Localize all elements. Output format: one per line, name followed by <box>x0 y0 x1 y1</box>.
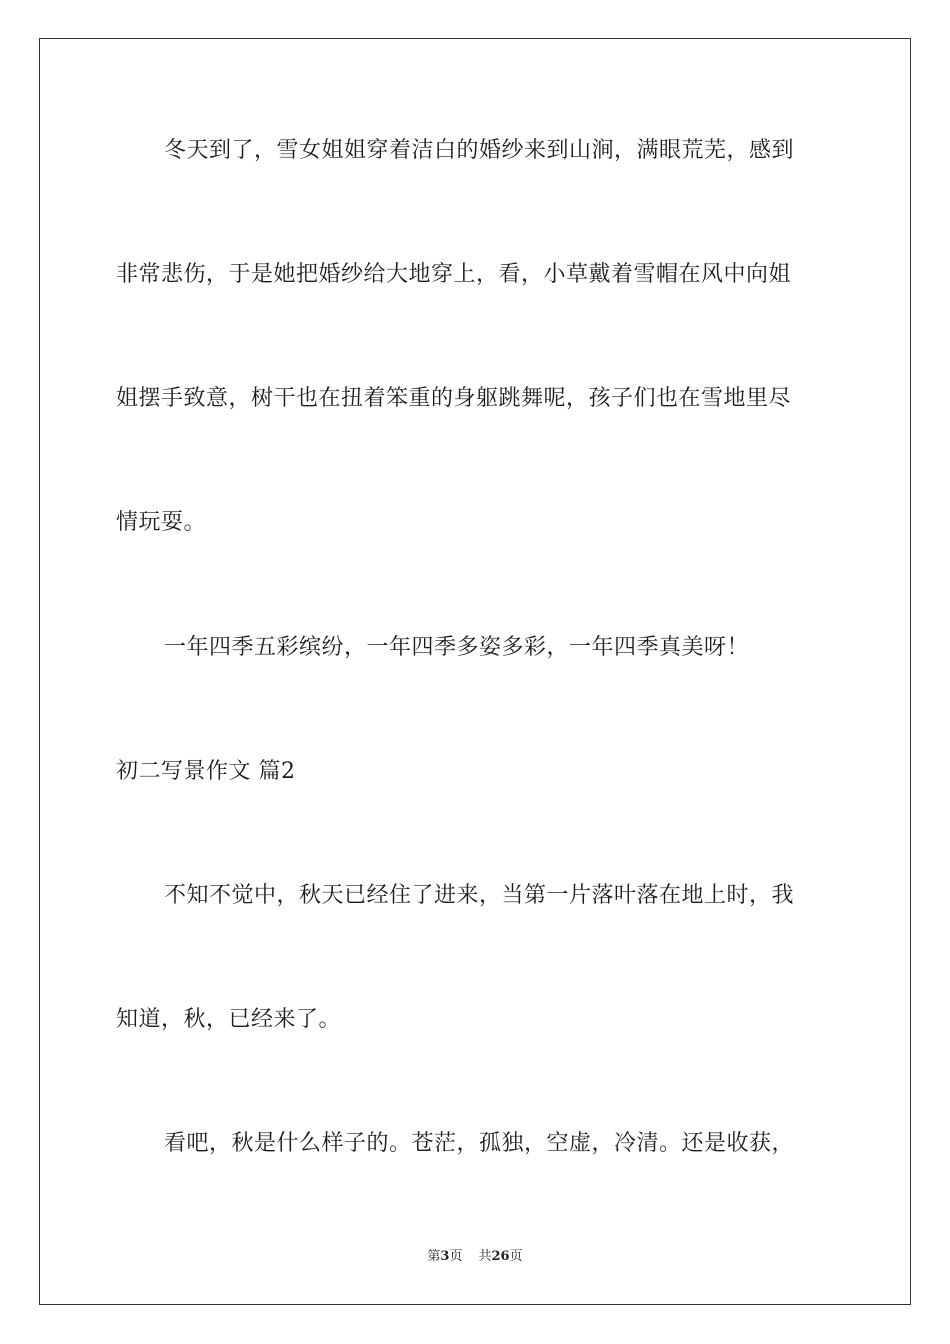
footer-page-suffix: 页 <box>449 1249 463 1264</box>
footer-page-prefix: 第 <box>427 1249 441 1264</box>
paragraph-3-line-2: 知道，秋，已经来了。 <box>116 1007 342 1032</box>
footer-page-number: 3 <box>440 1249 450 1264</box>
paragraph-1-line-1: 冬天到了，雪女姐姐穿着洁白的婚纱来到山涧，满眼荒芜，感到 <box>164 138 795 163</box>
page-border <box>39 38 911 1305</box>
paragraph-2-line-1: 一年四季五彩缤纷，一年四季多姿多彩，一年四季真美呀！ <box>164 635 750 660</box>
section-heading: 初二写景作文 篇2 <box>116 759 296 784</box>
footer-total-prefix: 共 <box>478 1249 492 1264</box>
paragraph-1-line-4: 情玩耍。 <box>116 510 207 535</box>
paragraph-3-line-1: 不知不觉中，秋天已经住了进来，当第一片落叶落在地上时，我 <box>164 883 795 908</box>
paragraph-1-line-3: 姐摆手致意，树干也在扭着笨重的身躯跳舞呢，孩子们也在雪地里尽 <box>116 386 792 411</box>
footer-total-suffix: 页 <box>509 1249 523 1264</box>
paragraph-1-line-2: 非常悲伤，于是她把婚纱给大地穿上，看，小草戴着雪帽在风中向姐 <box>116 262 792 287</box>
paragraph-4-line-1: 看吧，秋是什么样子的。苍茫，孤独，空虚，冷清。还是收获， <box>164 1131 795 1156</box>
page-footer <box>0 1247 950 1267</box>
footer-total-pages: 26 <box>491 1249 510 1264</box>
